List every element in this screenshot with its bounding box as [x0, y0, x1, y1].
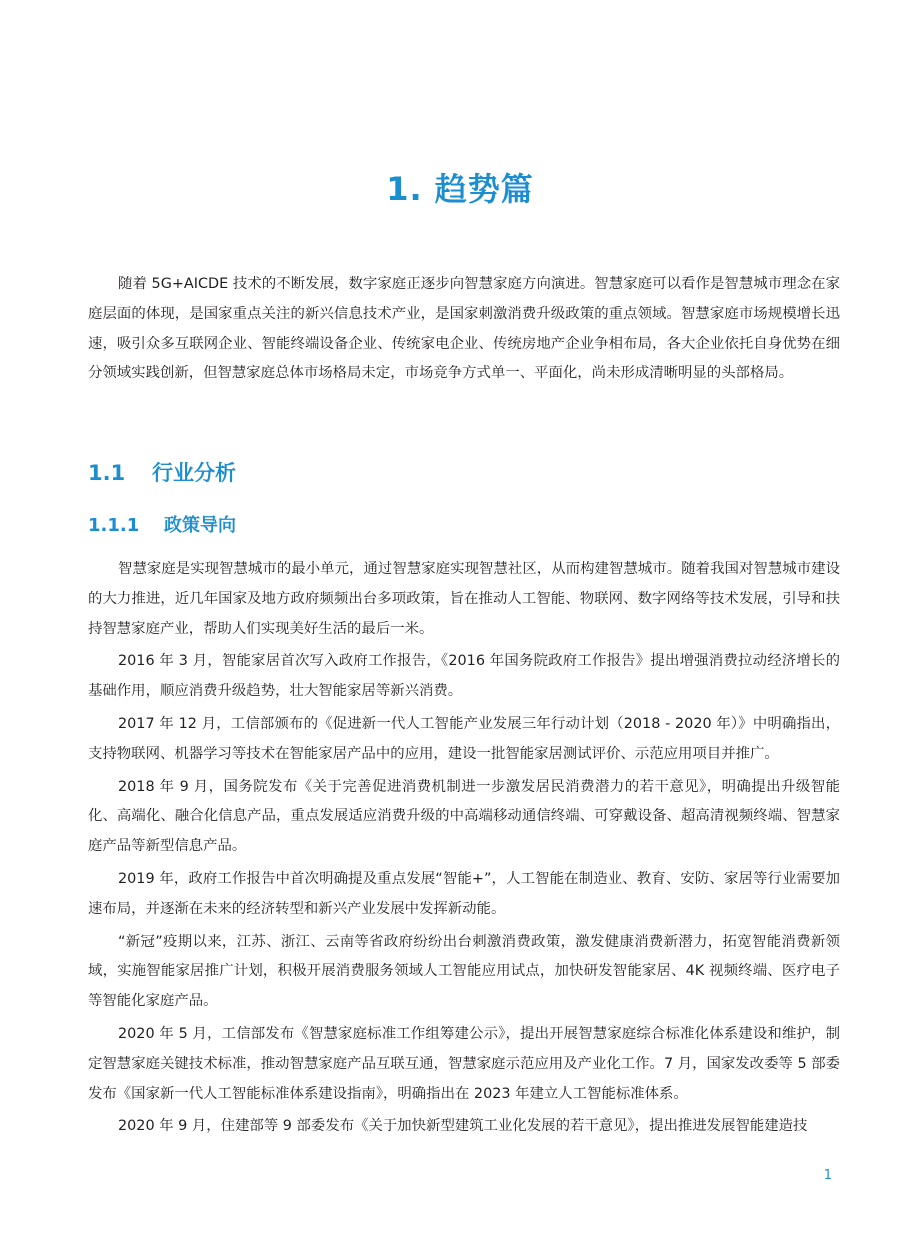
body-paragraph: 2019 年，政府工作报告中首次明确提及重点发展“智能+”，人工智能在制造业、教育、安防、家居等行业需要加速布局，并逐渐在未来的经济转型和新兴产业发展中发挥新动能。	[88, 870, 840, 917]
body-paragraph: 2018 年 9 月，国务院发布《关于完善促进消费机制进一步激发居民消费潜力的若干意见》，明确提出升级智能化、高端化、融合化信息产品，重点发展适应消费升级的中高端移动通信终端、可穿戴设备、超高清视频终端、智慧家庭产品等新型信息产品。	[88, 778, 840, 855]
section-title: 行业分析	[152, 461, 236, 485]
subsection-number: 1.1.1	[88, 515, 140, 536]
body-paragraph: “新冠”疫期以来，江苏、浙江、云南等省政府纷纷出台刺激消费政策，激发健康消费新潜力，拓宽智能消费新领域，实施智能家居推广计划，积极开展消费服务领域人工智能应用试点，加快研发智能家居、4K 视频终端、医疗电子等智能化家庭产品。	[88, 933, 840, 1010]
body-paragraph: 智慧家庭是实现智慧城市的最小单元，通过智慧家庭实现智慧社区，从而构建智慧城市。随着我国对智慧城市建设的大力推进，近几年国家及地方政府频频出台多项政策，旨在推动人工智能、物联网、数字网络等技术发展，引导和扶持智慧家庭产业，帮助人们实现美好生活的最后一米。	[88, 561, 840, 637]
section-number: 1.1	[88, 461, 126, 485]
subsection-heading	[88, 511, 236, 541]
body-paragraph: 2016 年 3 月，智能家居首次写入政府工作报告，《2016 年国务院政府工作报告》提出增强消费拉动经济增长的基础作用，顺应消费升级趋势，壮大智能家居等新兴消费。	[88, 653, 840, 700]
intro-paragraph: 随着 5G+AICDE 技术的不断发展，数字家庭正逐步向智慧家庭方向演进。智慧家庭可以看作是智慧城市理念在家庭层面的体现，是国家重点关注的新兴信息技术产业，是国家刺激消费升级政策的重点领域。智慧家庭市场规模增长迅速，吸引众多互联网企业、智能终端设备企业、传统家电企业、传统房地产企业争相布局，各大企业依托自身优势在细分领域实践创新，但智慧家庭总体市场格局未定，市场竞争方式单一、平面化，尚未形成清晰明显的头部格局。	[88, 276, 840, 382]
body-paragraph: 2020 年 9 月，住建部等 9 部委发布《关于加快新型建筑工业化发展的若干意见》，提出推进发展智能建造技	[118, 1118, 808, 1135]
chapter-title: 1. 趋势篇	[386, 170, 534, 208]
body-paragraph: 2017 年 12 月，工信部颁布的《促进新一代人工智能产业发展三年行动计划（2018 - 2020 年）》中明确指出，支持物联网、机器学习等技术在智能家居产品中的应用，建设一批智能家居测试评价、示范应用项目并推广。	[88, 715, 840, 762]
body-text	[88, 555, 840, 1145]
subsection-title: 政策导向	[164, 515, 236, 536]
body-paragraph: 2020 年 5 月，工信部发布《智慧家庭标准工作组筹建公示》，提出开展智慧家庭综合标准化体系建设和维护，制定智慧家庭关键技术标准，推动智慧家庭产品互联互通，智慧家庭示范应用及产业化工作。7 月，国家发改委等 5 部委发布《国家新一代人工智能标准体系建设指南》，明确指出在 2023 年建立人工智能标准体系。	[88, 1025, 840, 1102]
page-number: 1	[823, 1168, 832, 1183]
section-heading	[88, 455, 236, 491]
